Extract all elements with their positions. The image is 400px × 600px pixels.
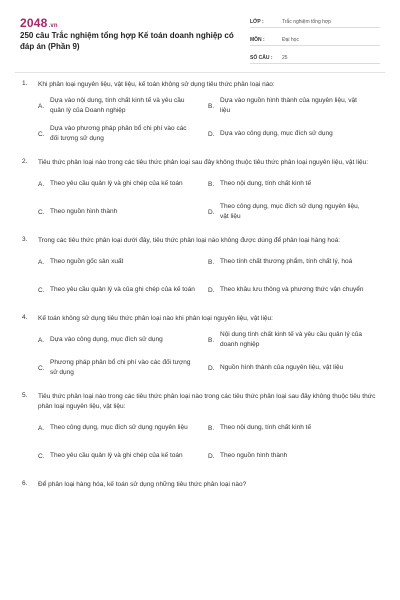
- option-letter: B.: [208, 102, 215, 110]
- option-letter: A.: [38, 180, 45, 188]
- option-text: Theo nguồn hình thành: [50, 208, 118, 215]
- option-letter: C.: [38, 286, 45, 294]
- option-letter: D.: [208, 286, 215, 294]
- option-b[interactable]: [208, 174, 378, 194]
- option-letter: D.: [208, 364, 215, 372]
- option-text: Theo nguồn gốc sản xuất: [50, 258, 124, 265]
- option-text: Dựa vào nguồn hình thành của nguyên liệu, vật liệu: [220, 97, 357, 114]
- option-text: Theo yêu cầu quản lý và ghi chép của kế toán: [50, 452, 183, 459]
- question-number: 4.: [22, 314, 28, 321]
- option-text: Dựa vào công dụng, mục đích sử dụng: [50, 336, 163, 343]
- question-number: 1.: [22, 80, 28, 87]
- question-item: [0, 80, 400, 144]
- question-text: Kế toán không sử dụng tiêu thức phân loại nào khi phân loại nguyên liệu, vật liệu:: [38, 315, 273, 322]
- option-letter: C.: [38, 364, 45, 372]
- option-text: Theo yêu cầu quản lý và của ghi chép của kế toán: [50, 286, 195, 293]
- option-text: Theo khâu lưu thông và phương thức vận chuyển: [220, 286, 364, 293]
- option-d[interactable]: [208, 446, 378, 466]
- question-number: 2.: [22, 158, 28, 165]
- option-text: Theo tính chất thương phẩm, tính chất lý, hoá: [220, 258, 353, 265]
- option-letter: B.: [208, 336, 215, 344]
- option-letter: B.: [208, 424, 215, 432]
- option-a[interactable]: [38, 174, 208, 194]
- option-b[interactable]: [208, 418, 378, 438]
- option-text: Nội dung tính chất kinh tế và yêu cầu quản lý của doanh nghiệp: [220, 331, 363, 348]
- option-b[interactable]: [208, 96, 378, 116]
- option-d[interactable]: [208, 202, 378, 222]
- meta-value: Đại học: [282, 37, 299, 43]
- meta-row-subject: [250, 31, 380, 46]
- question-item: [0, 480, 400, 490]
- option-b[interactable]: [208, 330, 378, 350]
- option-text: Phương pháp phân bổ chi phí vào các đối tượng sử dụng: [50, 359, 191, 376]
- option-text: Theo công dụng, mục đích sử dụng nguyên liệu, vật liệu: [220, 203, 360, 220]
- option-d[interactable]: [208, 280, 378, 300]
- header: [0, 0, 400, 68]
- option-b[interactable]: [208, 252, 378, 272]
- meta-row-class: [250, 13, 380, 28]
- option-c[interactable]: [38, 124, 208, 144]
- option-letter: C.: [38, 452, 45, 460]
- option-text: Theo công dụng, mục đích sử dụng nguyên liệu: [50, 424, 188, 431]
- question-item: [0, 392, 400, 466]
- question-text: Tiêu thức phân loại nào trong các tiêu thức phân loại nào trong các tiêu thức phân loại sau đây không thuộc tiêu thức phân loại nguyên liệu, vật liệu:: [38, 393, 376, 410]
- option-letter: D.: [208, 452, 215, 460]
- option-letter: D.: [208, 208, 215, 216]
- question-text: Khi phân loại nguyên liệu, vật liệu, kế toán không sử dụng tiêu thức phân loại nào:: [38, 81, 275, 88]
- meta-row-count: [250, 49, 380, 64]
- option-text: Theo nội dung, tính chất kinh tế: [220, 180, 312, 187]
- option-text: Dựa vào công dụng, mục đích sử dụng: [220, 130, 333, 137]
- meta-panel: [250, 13, 380, 67]
- meta-value: Trắc nghiệm tổng hợp: [282, 19, 331, 25]
- option-a[interactable]: [38, 418, 208, 438]
- meta-label: MÔN :: [250, 37, 265, 43]
- option-text: Theo yêu cầu quản lý và ghi chép của kế toán: [50, 180, 183, 187]
- question-text: Trong các tiêu thức phân loại dưới đây, tiêu thức phân loại nào không được dùng để phân loại hàng hoá:: [38, 237, 341, 244]
- site-logo[interactable]: [20, 16, 58, 30]
- option-letter: B.: [208, 180, 215, 188]
- option-d[interactable]: [208, 124, 378, 144]
- question-number: 6.: [22, 480, 28, 487]
- options: [38, 330, 378, 378]
- options: [38, 96, 378, 144]
- option-letter: A.: [38, 102, 45, 110]
- option-text: Dựa vào nội dung, tính chất kinh tế và yêu cầu quản lý của Doanh nghiệp: [50, 97, 185, 114]
- options: [38, 252, 378, 300]
- document-title: 250 câu Trắc nghiệm tổng hợp Kế toán doanh nghiệp có đáp án (Phần 9): [20, 31, 234, 51]
- option-c[interactable]: [38, 446, 208, 466]
- option-c[interactable]: [38, 202, 208, 222]
- options: [38, 174, 378, 222]
- option-text: Theo nội dung, tính chất kinh tế: [220, 424, 312, 431]
- option-letter: C.: [38, 130, 45, 138]
- option-text: Nguồn hình thành của nguyên liệu, vật liệu: [220, 364, 344, 371]
- option-text: Theo nguồn hình thành: [220, 452, 288, 459]
- option-text: Dựa vào phương pháp phân bổ chi phí vào các đối tượng sử dụng: [50, 125, 187, 142]
- option-d[interactable]: [208, 358, 378, 378]
- question-item: [0, 236, 400, 300]
- meta-label: SỐ CÂU :: [250, 55, 273, 61]
- option-c[interactable]: [38, 280, 208, 300]
- option-c[interactable]: [38, 358, 208, 378]
- question-text: Tiêu thức phân loại nào trong các tiêu thức phân loại sau đây không thuộc tiêu thức phân loại nguyên liệu, vật liệu:: [38, 159, 369, 166]
- meta-label: LỚP :: [250, 19, 264, 25]
- options: [38, 418, 378, 466]
- question-number: 5.: [22, 392, 28, 399]
- option-letter: A.: [38, 336, 45, 344]
- logo-suffix: .vn: [48, 23, 58, 29]
- option-letter: D.: [208, 130, 215, 138]
- option-a[interactable]: [38, 252, 208, 272]
- question-text: Để phân loại hàng hóa, kế toán sử dụng những tiêu thức phân loại nào?: [38, 481, 247, 488]
- option-a[interactable]: [38, 96, 208, 116]
- question-list: [0, 80, 400, 490]
- header-divider: [15, 72, 385, 73]
- option-letter: A.: [38, 424, 45, 432]
- meta-value: 25: [282, 55, 288, 61]
- question-number: 3.: [22, 236, 28, 243]
- option-a[interactable]: [38, 330, 208, 350]
- option-letter: C.: [38, 208, 45, 216]
- question-item: [0, 314, 400, 378]
- question-item: [0, 158, 400, 222]
- option-letter: B.: [208, 258, 215, 266]
- logo-main: 2048: [20, 16, 48, 30]
- option-letter: A.: [38, 258, 45, 266]
